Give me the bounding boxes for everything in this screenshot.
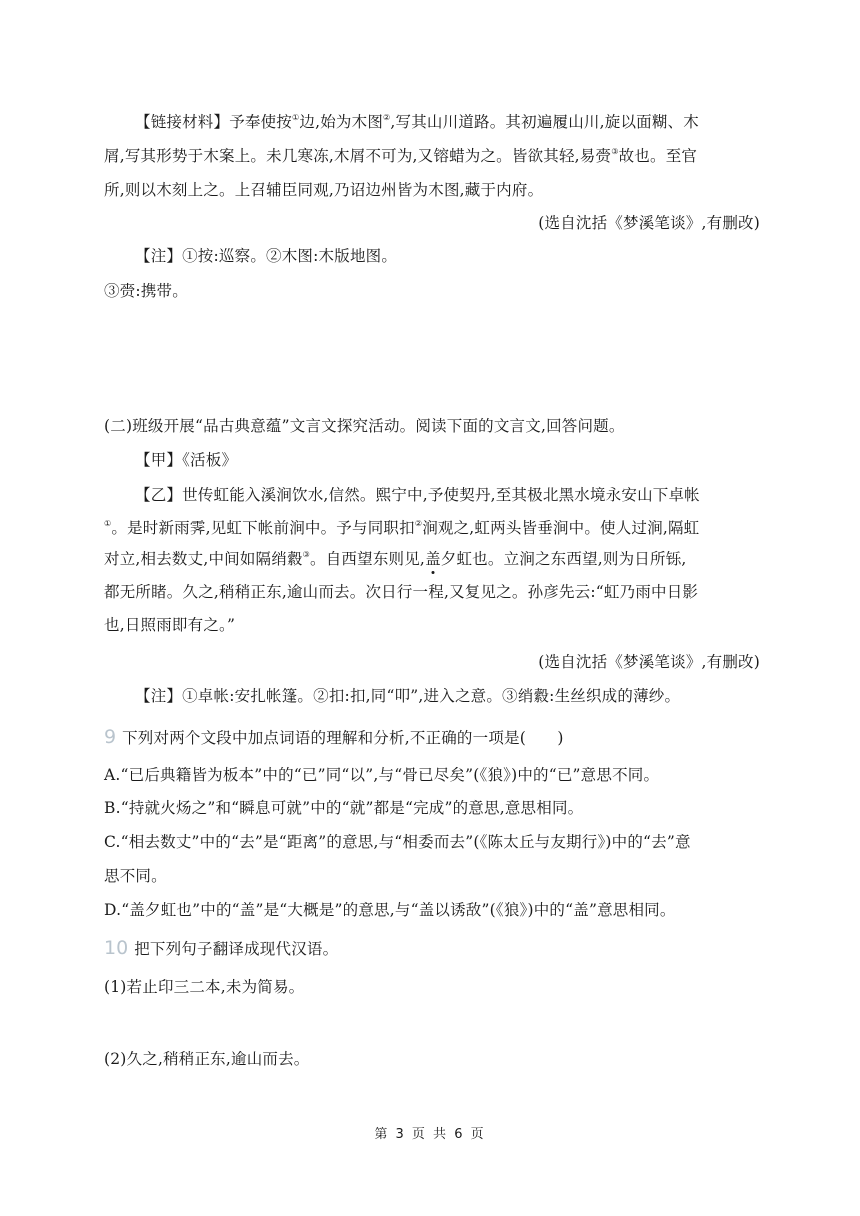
passage-text: 。是时新雨霁,见虹下帐前涧中。予与同职扣 <box>111 519 415 537</box>
question-text: 下列对两个文段中加点词语的理解和分析,不正确的一项是( ) <box>122 729 564 747</box>
question-10-stem <box>104 937 760 960</box>
footnote-marker: ① <box>104 519 112 528</box>
question-9-option-b: B.“持就火炀之”和“瞬息可就”中的“就”都是“完成”的意思,意思相同。 <box>104 799 584 817</box>
link-material-source: (选自沈括《梦溪笔谈》,有删改) <box>538 214 760 232</box>
question-9-option-a: A.“已后典籍皆为板本”中的“已”同“以”,与“骨已尽矣”(《狼》)中的“已”意思不同。 <box>104 766 660 784</box>
footnote-marker: ③ <box>302 550 311 559</box>
footnote-marker: ② <box>414 519 423 528</box>
emphasis-dotted-word <box>425 550 441 568</box>
footnote-marker: ③ <box>611 147 619 156</box>
section-2-note: 【注】①卓帐:安扎帐篷。②扣:扣,同“叩”,进入之意。③绡縠:生丝织成的薄纱。 <box>135 687 681 705</box>
section-2-yi-line-4: 都无所睹。久之,稍稍正东,逾山而去。次日行一程,又复见之。孙彦先云:“虹乃雨中日影 <box>104 583 699 601</box>
link-material-line-2 <box>104 145 760 167</box>
footnote-marker: ① <box>292 113 300 122</box>
question-9-option-c-line-2: 思不同。 <box>104 867 167 885</box>
dotted-word-text: 盖 <box>425 550 441 568</box>
passage-text: 。自西望东则见, <box>310 550 426 568</box>
section-2-source: (选自沈括《梦溪笔谈》,有删改) <box>538 653 760 671</box>
question-10-sentence-2: (2)久之,稍稍正东,逾山而去。 <box>104 1050 310 1068</box>
question-number: 9 <box>104 726 117 748</box>
link-material-line-3: 所,则以木刻上之。上召辅臣同观,乃诏边州皆为木图,藏于内府。 <box>104 181 544 199</box>
link-material-text: 【链接材料】予奉使按 <box>135 113 293 131</box>
question-text: 把下列句子翻译成现代汉语。 <box>134 940 339 958</box>
link-material-text: 屑,写其形势于木案上。未几寒冻,木屑不可为,又镕蜡为之。皆欲其轻,易赍 <box>104 147 612 165</box>
passage-text: 涧观之,虹两头皆垂涧中。使人过涧,隔虹 <box>422 519 700 537</box>
link-material-text: 边,始为木图 <box>299 113 384 131</box>
passage-text: 夕虹也。立涧之东西望,则为日所铄, <box>440 550 687 568</box>
link-material-note-2: ③赍:携带。 <box>104 282 188 300</box>
section-2-yi-line-5: 也,日照雨即有之。” <box>104 616 236 634</box>
link-material-text: ,写其山川道路。其初遍履山川,旋以面糊、木 <box>390 113 699 131</box>
question-10-sentence-1: (1)若止印三二本,未为简易。 <box>104 978 305 996</box>
link-material-note-1: 【注】①按:巡察。②木图:木版地图。 <box>135 247 398 265</box>
footnote-marker: ② <box>383 113 391 122</box>
section-2-yi-line-2 <box>104 517 760 539</box>
question-9-stem <box>104 726 760 749</box>
question-number: 10 <box>104 937 129 959</box>
passage-text: 对立,相去数丈,中间如隔绡縠 <box>104 550 303 568</box>
section-2-yi-line-3 <box>104 548 760 570</box>
page-footer: 第 3 页 共 6 页 <box>374 1127 486 1142</box>
question-9-option-d: D.“盖夕虹也”中的“盖”是“大概是”的意思,与“盖以诱敌”(《狼》)中的“盖”意思相同。 <box>104 901 676 919</box>
link-material-line-1 <box>135 111 760 133</box>
question-9-option-c-line-1: C.“相去数丈”中的“去”是“距离”的意思,与“相委而去”(《陈太丘与友期行》)中的“去”意 <box>104 833 691 851</box>
link-material-text: 故也。至官 <box>618 147 698 165</box>
emphasis-dot <box>431 571 434 574</box>
section-2-intro: (二)班级开展“品古典意蕴”文言文探究活动。阅读下面的文言文,回答问题。 <box>104 417 625 435</box>
section-2-yi-line-1: 【乙】世传虹能入溪涧饮水,信然。熙宁中,予使契丹,至其极北黑水境永安山下卓帐 <box>135 486 700 504</box>
section-2-jia: 【甲】《活板》 <box>135 451 238 469</box>
